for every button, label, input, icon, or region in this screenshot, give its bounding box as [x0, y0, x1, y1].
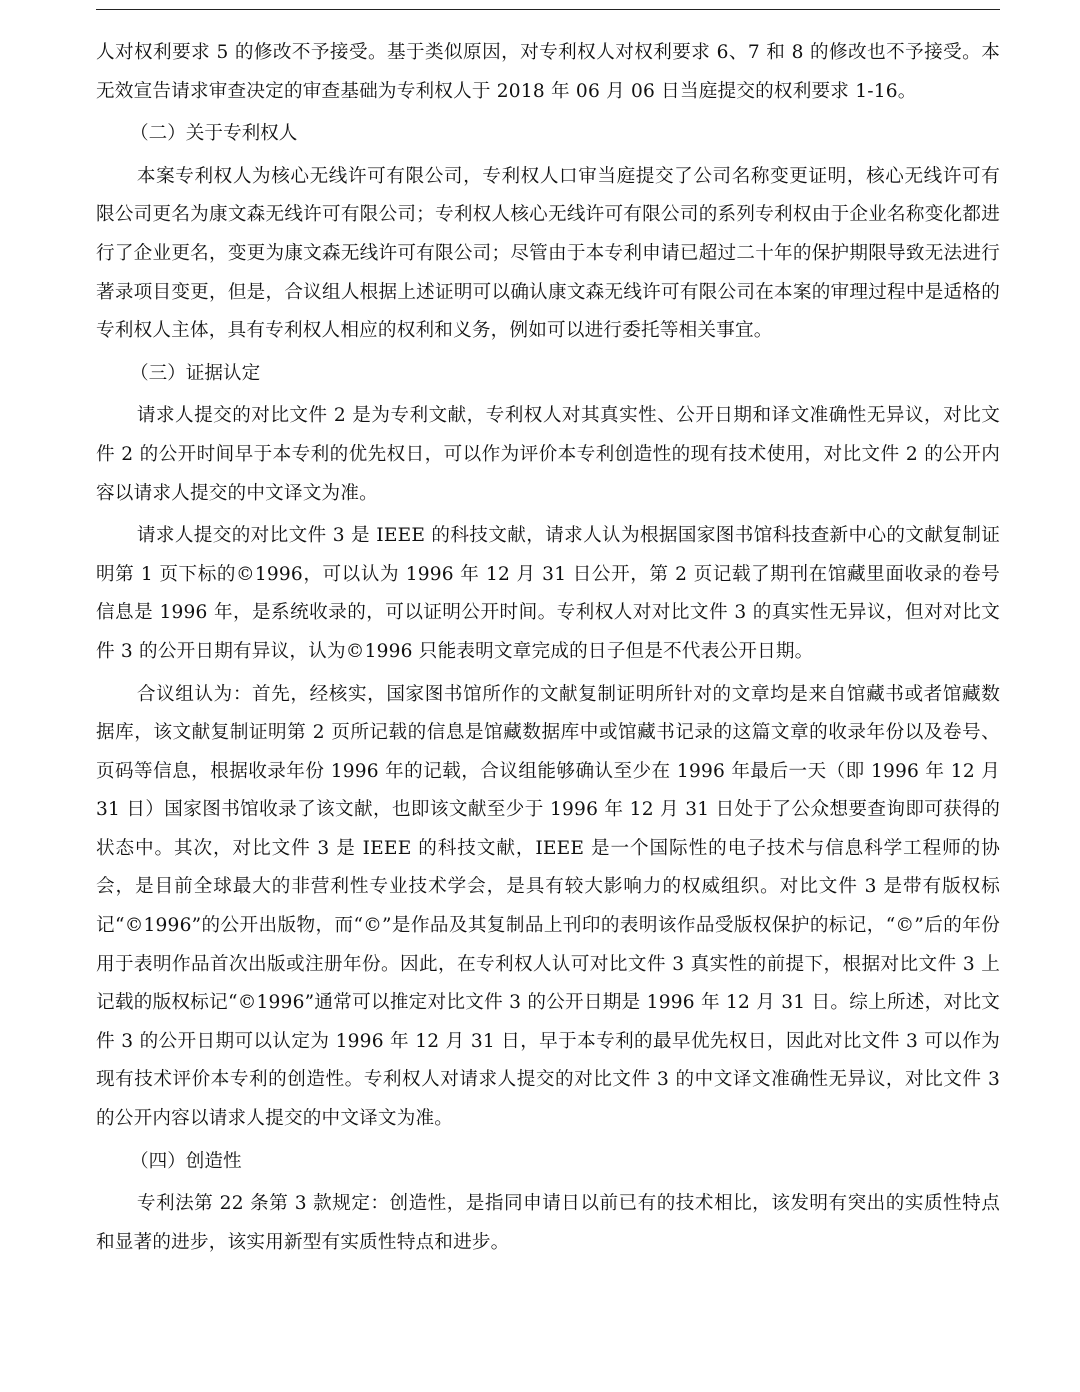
document-body [96, 34, 1000, 1266]
paragraph-patent-law-article: 专利法第 22 条第 3 款规定：创造性，是指同申请日以前已有的技术相比，该发明有突出的实质性特点和显著的进步，该实用新型有实质性特点和进步。 [96, 1193, 1000, 1253]
section-heading-inventiveness: （四）创造性 [130, 1150, 242, 1172]
paragraph-patentee: 本案专利权人为核心无线许可有限公司，专利权人口审当庭提交了公司名称变更证明，核心无线许可有限公司更名为康文森无线许可有限公司；专利权人核心无线许可有限公司的系列专利权由于企业名称变化都进行了企业更名，变更为康文森无线许可有限公司；尽管由于本专利申请已超过二十年的保护期限导致无法进行著录项目变更，但是，合议组人根据上述证明可以确认康文森无线许可有限公司在本案的审理过程中是适格的专利权人主体，具有专利权人相应的权利和义务，例如可以进行委托等相关事宜。 [96, 165, 1000, 342]
paragraph-panel-opinion: 合议组认为：首先，经核实，国家图书馆所作的文献复制证明所针对的文章均是来自馆藏书或者馆藏数据库，该文献复制证明第 2 页所记载的信息是馆藏数据库中或馆藏书记录的这篇文章的收录年份以及卷号、页码等信息，根据收录年份 1996 年的记载，合议组能够确认至少在 1996 年最后一天（即 1996 年 12 月 31 日）国家图书馆收录了该文献，也即该文献至少于 1996 年 12 月 31 日处于了公众想要查询即可获得的状态中。其次，对比文件 3 是 IEEE 的科技文献，IEEE 是一个国际性的电子技术与信息科学工程师的协会，是目前全球最大的非营利性专业技术学会，是具有较大影响力的权威组织。对比文件 3 是带有版权标记“©1996”的公开出版物，而“©”是作品及其复制品上刊印的表明该作品受版权保护的标记，“©”后的年份用于表明作品首次出版或注册年份。因此，在专利权人认可对比文件 3 真实性的前提下，根据对比文件 3 上记载的版权标记“©1996”通常可以推定对比文件 3 的公开日期是 1996 年 12 月 31 日。综上所述，对比文件 3 的公开日期可以认定为 1996 年 12 月 31 日，早于本专利的最早优先权日，因此对比文件 3 可以作为现有技术评价本专利的创造性。专利权人对请求人提交的对比文件 3 的中文译文准确性无异议，对比文件 3 的公开内容以请求人提交的中文译文为准。 [96, 683, 1000, 1130]
header-rule [96, 9, 1000, 10]
paragraph-evidence-document-2: 请求人提交的对比文件 2 是为专利文献，专利权人对其真实性、公开日期和译文准确性无异议，对比文件 2 的公开时间早于本专利的优先权日，可以作为评价本专利创造性的现有技术使用，对比文件 2 的公开内容以请求人提交的中文译文为准。 [96, 405, 1000, 504]
paragraph-claims-basis: 人对权利要求 5 的修改不予接受。基于类似原因，对专利权人对权利要求 6、7 和 8 的修改也不予接受。本无效宣告请求审查决定的审查基础为专利权人于 2018 年 06 月 06 日当庭提交的权利要求 1-16。 [96, 42, 1000, 102]
paragraph-evidence-document-3: 请求人提交的对比文件 3 是 IEEE 的科技文献，请求人认为根据国家图书馆科技查新中心的文献复制证明第 1 页下标的©1996，可以认为 1996 年 12 月 31 日公开，第 2 页记载了期刊在馆藏里面收录的卷号信息是 1996 年，是系统收录的，可以证明公开时间。专利权人对对比文件 3 的真实性无异议，但对对比文件 3 的公开日期有异议，认为©1996 只能表明文章完成的日子但是不代表公开日期。 [96, 525, 1000, 662]
section-heading-evidence: （三）证据认定 [130, 362, 261, 384]
section-heading-patentee: （二）关于专利权人 [130, 123, 298, 145]
